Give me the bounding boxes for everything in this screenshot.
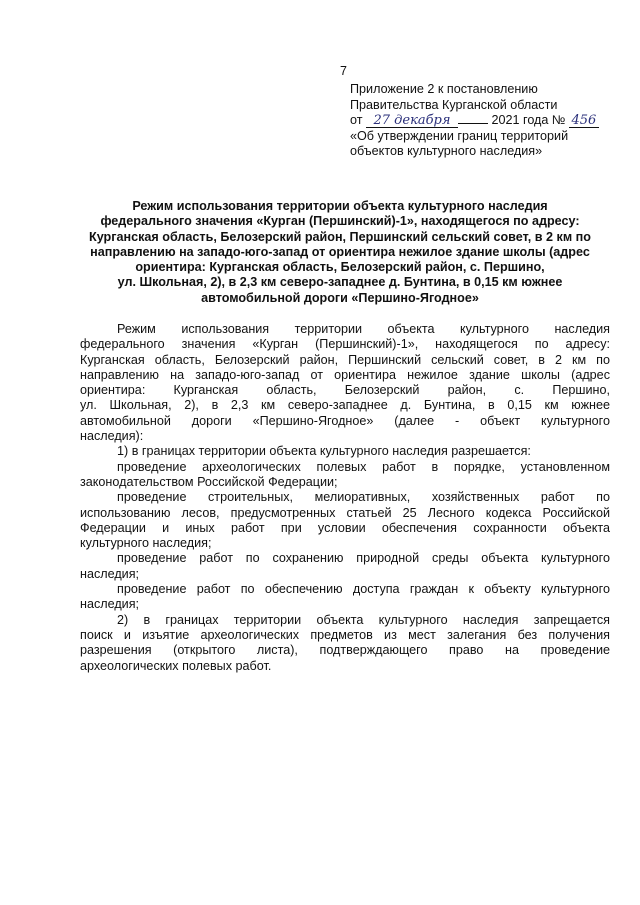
- body-line: автомобильной дороги «Першино-Ягодное» (далее - объект культурного: [80, 413, 610, 428]
- body-line: ориентира: Курганская область, Белозерский район, с. Першино,: [80, 383, 610, 398]
- page-number: 7: [340, 64, 347, 78]
- body-line: наследия;: [80, 597, 140, 612]
- date-year: 2021 года №: [491, 113, 566, 127]
- title-line: автомобильной дороги «Першино-Ягодное»: [201, 290, 479, 305]
- appendix-header: [350, 82, 630, 160]
- date-underline: [458, 123, 488, 124]
- title-line: направлению на западо-юго-запад от ориентира нежилое здание школы (адрес: [90, 244, 590, 259]
- document-title: [80, 199, 600, 306]
- appendix-line-1: Приложение 2 к постановлению: [350, 82, 538, 96]
- body-line: проведение работ по сохранению природной среды объекта культурного: [117, 551, 610, 566]
- body-line: направлению на западо-юго-запад от ориентира нежилое здание школы (адрес: [80, 367, 610, 382]
- appendix-line-2: Правительства Курганской области: [350, 97, 558, 112]
- body-line: поиск и изъятие археологических предметов из мест залегания без получения: [80, 627, 610, 642]
- title-line: Режим использования территории объекта культурного наследия: [132, 199, 548, 213]
- title-line: ул. Школьная, 2), в 2,3 км северо-западнее д. Бунтина, в 0,15 км южнее: [117, 275, 563, 290]
- document-body: [80, 322, 610, 674]
- appendix-line-5: объектов культурного наследия»: [350, 144, 543, 158]
- body-line: Режим использования территории объекта культурного наследия: [117, 322, 610, 336]
- title-line: федерального значения «Курган (Першинский)-1», находящегося по адресу:: [100, 214, 580, 229]
- body-line: Курганская область, Белозерский район, Першинский сельский совет, в 2 км по: [80, 352, 610, 367]
- body-line: наследия;: [80, 566, 140, 581]
- body-line: проведение археологических полевых работ в порядке, установленном: [117, 459, 610, 474]
- title-line: Курганская область, Белозерский район, Першинский сельский совет, в 2 км по: [89, 229, 591, 244]
- body-line: разрешения (открытого листа), подтверждающего право на проведение: [80, 643, 610, 658]
- appendix-line-4: «Об утверждении границ территорий: [350, 128, 569, 143]
- body-line: ул. Школьная, 2), в 2,3 км северо-западнее д. Бунтина, в 0,15 км южнее: [80, 398, 610, 413]
- body-line: 1) в границах территории объекта культурного наследия разрешается:: [117, 444, 531, 459]
- appendix-date-line: [350, 113, 630, 129]
- body-line: археологических полевых работ.: [80, 658, 272, 673]
- date-prefix: от: [350, 113, 363, 127]
- body-line: федерального значения «Курган (Першинский)-1», находящегося по адресу:: [80, 337, 610, 352]
- body-line: наследия):: [80, 429, 144, 444]
- body-line: законодательством Российской Федерации;: [80, 474, 338, 489]
- body-line: культурного наследия;: [80, 536, 212, 551]
- body-line: проведение строительных, мелиоративных, хозяйственных работ по: [117, 490, 610, 505]
- body-line: использованию лесов, предусмотренных статьей 25 Лесного кодекса Российской: [80, 505, 610, 520]
- body-line: 2) в границах территории объекта культурного наследия запрещается: [117, 612, 610, 627]
- body-line: проведение работ по обеспечению доступа граждан к объекту культурного: [117, 582, 610, 597]
- handwritten-date: 27 декабря: [366, 114, 458, 128]
- handwritten-number: 456: [569, 114, 599, 128]
- title-line: ориентира: Курганская область, Белозерский район, с. Першино,: [135, 260, 545, 275]
- body-line: Федерации и иных работ при условии обеспечения сохранности объекта: [80, 520, 610, 535]
